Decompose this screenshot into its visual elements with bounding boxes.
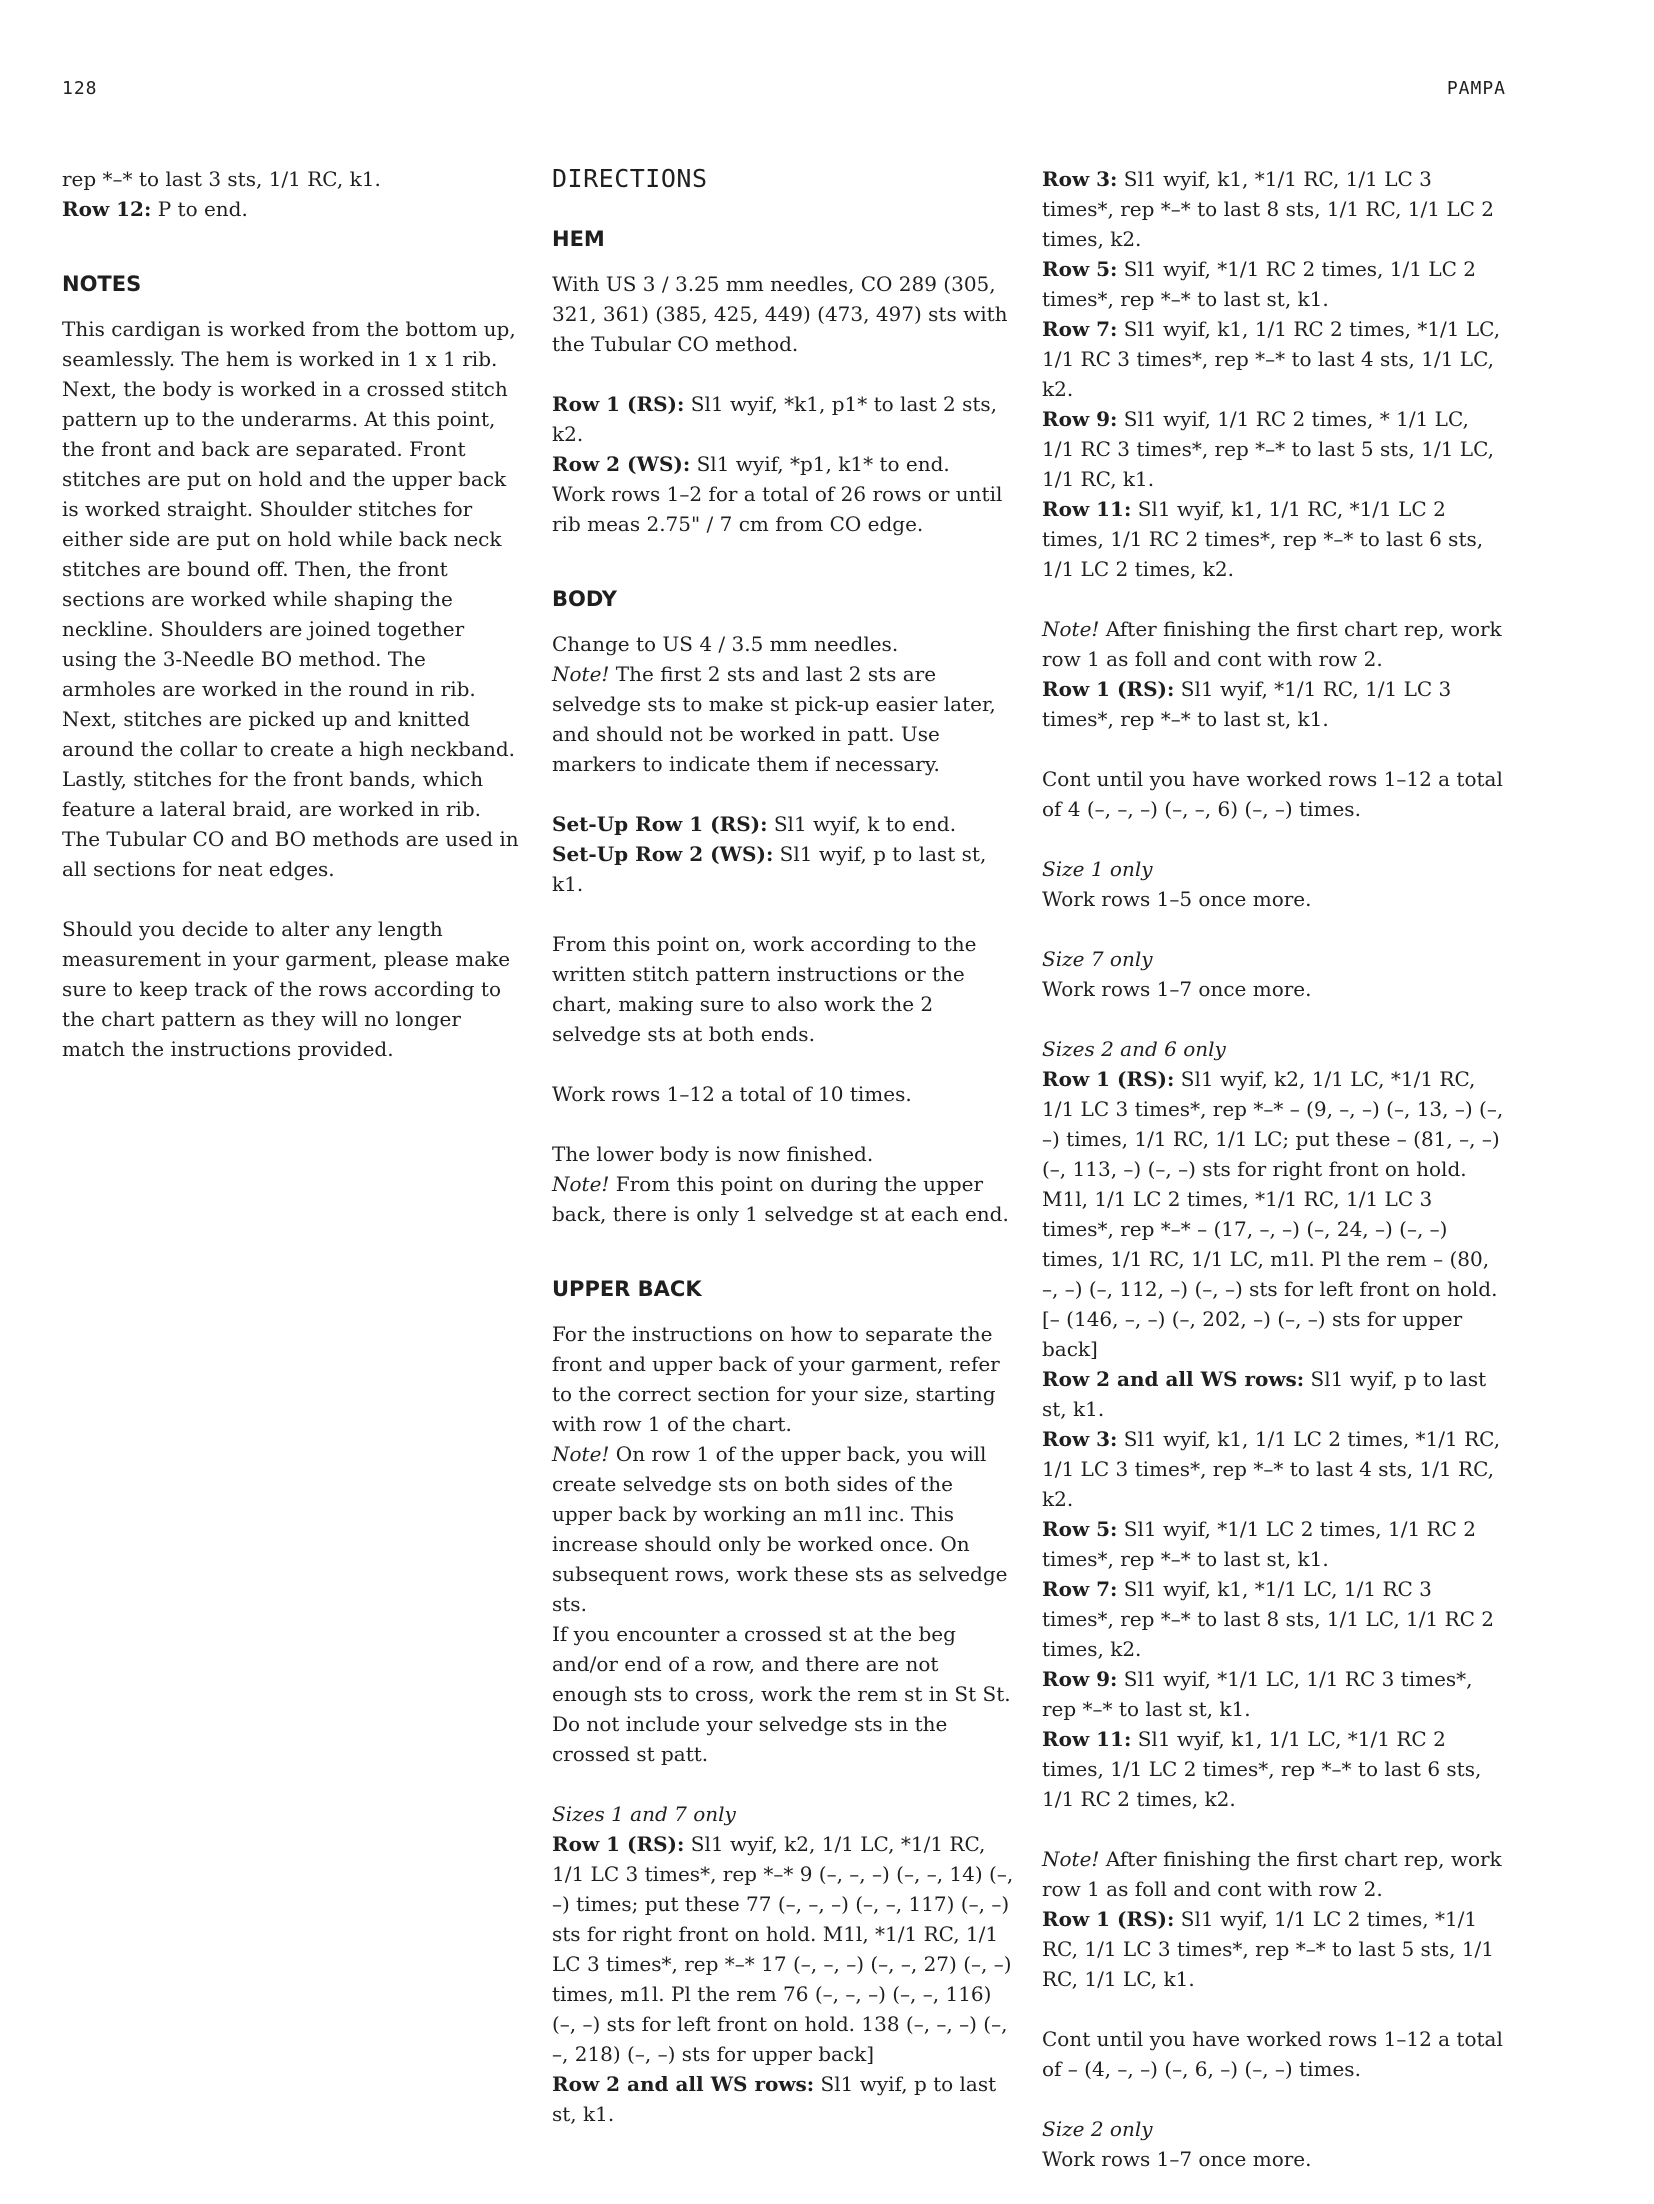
row-text: Sl1 wyif, *1/1 RC, 1/1 LC 3 times*, rep *–* to last st, k1.: [1042, 677, 1452, 731]
text: Change to US 4 / 3.5 mm needles.: [552, 632, 899, 656]
instruction-block: [1042, 944, 1504, 1004]
row-label: Row 7:: [1042, 1577, 1118, 1601]
text: For the instructions on how to separate the front and upper back of your garment, refer to the correct section for your size, starting with row 1 of the chart.: [552, 1322, 1000, 1436]
notes-paragraph: Should you decide to alter any length measurement in your garment, please make sure to keep track of the rows according to the chart pattern as they will no longer match the instructions provided.: [62, 917, 511, 1061]
text: Work rows 1–5 once more.: [1042, 887, 1312, 911]
instruction-block: [1042, 1844, 1504, 1994]
instruction-block: [552, 629, 1014, 779]
directions-heading: DIRECTIONS: [552, 164, 708, 193]
row-text: Sl1 wyif, *1/1 LC, 1/1 RC 3 times*, rep *–* to last st, k1.: [1042, 1667, 1473, 1721]
row-text: Sl1 wyif, k1, 1/1 LC 2 times, *1/1 RC, 1/1 LC 3 times*, rep *–* to last 4 sts, 1/1 RC, k2.: [1042, 1427, 1501, 1511]
row-label: Row 5:: [1042, 257, 1118, 281]
row-label: Row 1 (RS):: [1042, 1907, 1175, 1931]
row-text: Sl1 wyif, k1, 1/1 RC 2 times, *1/1 LC, 1/1 RC 3 times*, rep *–* to last 4 sts, 1/1 LC, k2.: [1042, 317, 1501, 401]
row-text: Sl1 wyif, *1/1 LC 2 times, 1/1 RC 2 times*, rep *–* to last st, k1.: [1042, 1517, 1476, 1571]
note-text: On row 1 of the upper back, you will create selvedge sts on both sides of the upper back by working an m1l inc. This increase should only be worked once. On subsequent rows, work these sts as selvedge sts.: [552, 1442, 1008, 1616]
instruction-block: [1042, 854, 1504, 914]
row-text: Sl1 wyif, 1/1 RC 2 times, * 1/1 LC, 1/1 RC 3 times*, rep *–* to last 5 sts, 1/1 LC, 1/1 RC, k1.: [1042, 407, 1495, 491]
size-label: Size 1 only: [1042, 857, 1153, 881]
row-label: Row 11:: [1042, 1727, 1132, 1751]
note-label: Note!: [552, 1172, 610, 1196]
row-text: Sl1 wyif, k1, 1/1 RC, *1/1 LC 2 times, 1/1 RC 2 times*, rep *–* to last 6 sts, 1/1 LC 2 times, k2.: [1042, 497, 1484, 581]
note-label: Note!: [1042, 1847, 1100, 1871]
row-label: Row 3:: [1042, 167, 1118, 191]
instruction-block: [1042, 2114, 1504, 2174]
row-text: Sl1 wyif, *1/1 RC 2 times, 1/1 LC 2 times*, rep *–* to last st, k1.: [1042, 257, 1476, 311]
column-middle: [552, 164, 1014, 2159]
row-text: Sl1 wyif, k to end.: [767, 812, 957, 836]
instruction-block: [552, 1799, 1014, 2129]
instruction-block: [552, 389, 1014, 539]
body-heading: BODY: [552, 587, 617, 611]
note-label: Note!: [552, 1442, 610, 1466]
row-text: Sl1 wyif, k2, 1/1 LC, *1/1 RC, 1/1 LC 3 times*, rep *–* 9 (–, –, –) (–, –, 14) (–, –) times; put these 77 (–, –, –) (–, –, 117) (–, –) sts for right front on hold. M1l, *1/1 RC, 1/1 LC 3 times*, rep *–* 17 (–, –, –) (–, –, 27) (–, –) times, m1l. Pl the rem 76 (–, –, –) (–, –, 116) (–, –) sts for left front on hold. 138 (–, –, –) (–, –, 218) (–, –) sts for upper back]: [552, 1832, 1014, 2066]
note-text: The first 2 sts and last 2 sts are selvedge sts to make st pick-up easier later, and should not be worked in patt. Use markers to indicate them if necessary.: [552, 662, 996, 776]
row-label: Row 1 (RS):: [1042, 677, 1175, 701]
row-text: Sl1 wyif, p to last st, k1.: [1042, 1367, 1487, 1421]
row-label: Row 7:: [1042, 317, 1118, 341]
instruction-block: [552, 809, 1014, 899]
paragraph: Work rows 1–12 a total of 10 times.: [552, 1082, 912, 1106]
instruction-block: [62, 164, 524, 224]
note-label: Note!: [552, 662, 610, 686]
row-label: Row 12:: [62, 197, 152, 221]
row-label: Row 9:: [1042, 1667, 1118, 1691]
paragraph: Cont until you have worked rows 1–12 a total of 4 (–, –, –) (–, –, 6) (–, –) times.: [1042, 767, 1503, 821]
row-label: Row 11:: [1042, 497, 1132, 521]
row-text: Sl1 wyif, k2, 1/1 LC, *1/1 RC, 1/1 LC 3 times*, rep *–* – (9, –, –) (–, 13, –) (–, –) times, 1/1 RC, 1/1 LC; put these – (81, –, –) (–, 113, –) (–, –) sts for right front on hold. M1l, 1/1 LC 2 times, *1/1 RC, 1/1 LC 3 times*, rep *–* – (17, –, –) (–, 24, –) (–, –) times, 1/1 RC, 1/1 LC, m1l. Pl the rem – (80, –, –) (–, 112, –) (–, –) sts for left front on hold. [– (146, –, –) (–, 202, –) (–, –) sts for upper back]: [1042, 1067, 1504, 1361]
note-text: After finishing the first chart rep, work row 1 as foll and cont with row 2.: [1042, 617, 1502, 671]
text: If you encounter a crossed st at the beg and/or end of a row, and there are not enough sts to cross, work the rem st in St St. Do not include your selvedge sts in the crossed st patt.: [552, 1622, 1011, 1766]
row-text: Sl1 wyif, *k1, p1* to last 2 sts, k2.: [552, 392, 998, 446]
note-label: Note!: [1042, 617, 1100, 641]
row-label: Row 1 (RS):: [552, 1832, 685, 1856]
instruction-block: [552, 1319, 1014, 1769]
row-label: Row 1 (RS):: [1042, 1067, 1175, 1091]
size-label: Size 7 only: [1042, 947, 1153, 971]
row-label: Row 2 and all WS rows:: [1042, 1367, 1305, 1391]
row-text: Sl1 wyif, *p1, k1* to end.: [690, 452, 950, 476]
row-label: Set-Up Row 2 (WS):: [552, 842, 774, 866]
page-number: 128: [62, 78, 98, 99]
paragraph: With US 3 / 3.25 mm needles, CO 289 (305, 321, 361) (385, 425, 449) (473, 497) sts with the Tubular CO method.: [552, 272, 1008, 356]
column-right: [1042, 164, 1504, 2204]
text: The lower body is now finished.: [552, 1142, 874, 1166]
row-label: Row 9:: [1042, 407, 1118, 431]
text: Work rows 1–7 once more.: [1042, 2147, 1312, 2171]
instruction-block: [552, 1139, 1014, 1229]
row-label: Row 5:: [1042, 1517, 1118, 1541]
row-text: Sl1 wyif, p to last st, k1.: [552, 2072, 997, 2126]
notes-paragraph: This cardigan is worked from the bottom up, seamlessly. The hem is worked in 1 x 1 rib. Next, the body is worked in a crossed stitch pattern up to the underarms. At this point, the front and back are separated. Front stitches are put on hold and the upper back is worked straight. Shoulder stitches for either side are put on hold while back neck stitches are bound off. Then, the front sections are worked while shaping the neckline. Shoulders are joined together using the 3-Needle BO method. The armholes are worked in the round in rib. Next, stitches are picked up and knitted around the collar to create a high neckband. Lastly, stitches for the front bands, which feature a lateral braid, are worked in rib. The Tubular CO and BO methods are used in all sections for neat edges.: [62, 317, 519, 881]
row-text: Sl1 wyif, k1, 1/1 LC, *1/1 RC 2 times, 1/1 LC 2 times*, rep *–* to last 6 sts, 1/1 RC 2 times, k2.: [1042, 1727, 1482, 1811]
row-label: Row 2 (WS):: [552, 452, 691, 476]
text: Work rows 1–7 once more.: [1042, 977, 1312, 1001]
row-label: Row 2 and all WS rows:: [552, 2072, 815, 2096]
row-label: Set-Up Row 1 (RS):: [552, 812, 768, 836]
row-text: Sl1 wyif, p to last st, k1.: [552, 842, 987, 896]
notes-heading: NOTES: [62, 272, 142, 296]
paragraph: Cont until you have worked rows 1–12 a total of – (4, –, –) (–, 6, –) (–, –) times.: [1042, 2027, 1503, 2081]
hem-heading: HEM: [552, 227, 605, 251]
row-text: Sl1 wyif, k1, *1/1 LC, 1/1 RC 3 times*, rep *–* to last 8 sts, 1/1 LC, 1/1 RC 2 times, k2.: [1042, 1577, 1495, 1661]
instruction-block: [1042, 1034, 1504, 1814]
note-text: From this point on during the upper back, there is only 1 selvedge st at each end.: [552, 1172, 1009, 1226]
instruction-block: [1042, 164, 1504, 584]
size-label: Sizes 2 and 6 only: [1042, 1037, 1226, 1061]
row-text: P to end.: [151, 197, 248, 221]
paragraph: From this point on, work according to the written stitch pattern instructions or the chart, making sure to also work the 2 selvedge sts at both ends.: [552, 932, 977, 1046]
instruction-block: [1042, 614, 1504, 734]
column-left: [62, 164, 524, 1094]
running-head: PAMPA: [1446, 78, 1506, 99]
note-text: After finishing the first chart rep, work row 1 as foll and cont with row 2.: [1042, 1847, 1502, 1901]
row-text: Sl1 wyif, k1, *1/1 RC, 1/1 LC 3 times*, rep *–* to last 8 sts, 1/1 RC, 1/1 LC 2 times, k2.: [1042, 167, 1495, 251]
size-label: Size 2 only: [1042, 2117, 1153, 2141]
row-text: Sl1 wyif, 1/1 LC 2 times, *1/1 RC, 1/1 LC 3 times*, rep *–* to last 5 sts, 1/1 RC, 1/1 LC, k1.: [1042, 1907, 1495, 1991]
row-label: Row 3:: [1042, 1427, 1118, 1451]
text: Work rows 1–2 for a total of 26 rows or until rib meas 2.75" / 7 cm from CO edge.: [552, 482, 1003, 536]
upper-back-heading: UPPER BACK: [552, 1277, 702, 1301]
row-label: Row 1 (RS):: [552, 392, 685, 416]
size-label: Sizes 1 and 7 only: [552, 1802, 736, 1826]
text: rep *–* to last 3 sts, 1/1 RC, k1.: [62, 167, 381, 191]
